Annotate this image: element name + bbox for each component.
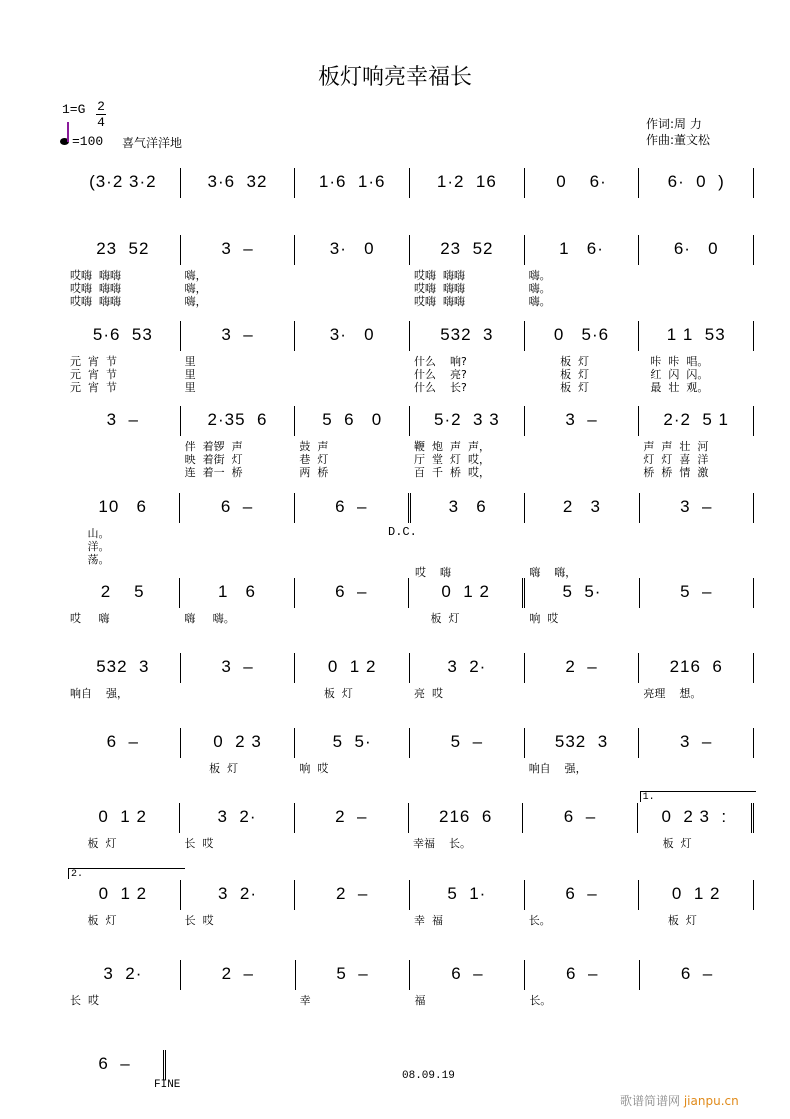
- notes: 6 –: [106, 732, 140, 751]
- lyric-line: 嗨，: [184, 269, 207, 282]
- lyric-line: 响自 强，: [70, 687, 128, 700]
- lyric-line: 响 哎: [529, 612, 559, 625]
- notes: 6 –: [98, 1054, 131, 1073]
- notes: 6 –: [335, 582, 368, 601]
- measure: [295, 803, 409, 833]
- measure: [295, 653, 410, 700]
- measure: [525, 880, 640, 927]
- notes: 3 –: [565, 410, 598, 429]
- lyric-line: 元 宵 节: [70, 355, 117, 368]
- notes: 6· 0: [673, 239, 719, 258]
- notes: 5 1·: [447, 884, 487, 903]
- lyric-line: 哎嗨 嗨嗨: [414, 269, 466, 282]
- measure: [639, 235, 754, 265]
- measure: [640, 578, 754, 608]
- notes: 2 3: [562, 497, 602, 516]
- notes: 6 –: [566, 964, 599, 983]
- measure: [181, 321, 296, 394]
- notes: 5 –: [450, 732, 484, 751]
- measure: [295, 493, 411, 523]
- lyric-line: 响自 强，: [528, 762, 587, 775]
- tempo-value: =100: [72, 134, 104, 149]
- lyric-line: 幸福 长。: [412, 837, 471, 850]
- notes: 1 1 53: [666, 325, 726, 344]
- measure: [66, 1050, 166, 1080]
- fine-marking: FINE: [154, 1079, 181, 1091]
- measure: [181, 880, 296, 927]
- notes: 216 6: [439, 807, 493, 826]
- lyric-line: 哎嗨 嗨嗨: [414, 282, 466, 295]
- score-row: [66, 406, 754, 479]
- notes: 3 2·: [447, 657, 487, 676]
- notes: 5 5·: [332, 732, 372, 751]
- measure: [181, 653, 296, 683]
- notes: 10 6: [98, 497, 147, 516]
- lyric-line: 什么 亮?: [414, 368, 467, 381]
- notes: 6· 0 ): [667, 172, 725, 191]
- lyric-line: 厅 堂 灯 哎，: [414, 453, 490, 466]
- notes: 2·2 5 1: [663, 410, 730, 429]
- lyric-line: 洋。: [70, 540, 110, 553]
- measure: [410, 960, 525, 1007]
- measure: [525, 653, 640, 683]
- lyric-line: 咔 咔 唱。: [643, 355, 709, 368]
- lyric-line: 哎嗨 嗨嗨: [70, 282, 121, 295]
- measure: [639, 880, 754, 927]
- measure: [181, 406, 296, 479]
- notes: 2·35 6: [207, 410, 268, 429]
- notes: 0 1 2: [327, 657, 377, 676]
- notes: 0 2 3: [213, 732, 262, 751]
- lyric-line: 板 灯: [528, 381, 590, 394]
- measure: [410, 880, 525, 927]
- measure: [410, 235, 525, 308]
- measure: [66, 321, 181, 394]
- lyricist: 作词:周 力: [646, 117, 702, 131]
- measure: [295, 880, 410, 910]
- notes: 0 6·: [556, 172, 607, 191]
- volta-bracket: 2.: [68, 868, 185, 879]
- measure: [181, 235, 296, 308]
- lyric-line: 响 哎: [299, 762, 329, 775]
- lyric-line: 里: [184, 381, 196, 394]
- lyric-line: 元 宵 节: [70, 381, 117, 394]
- lyric-line: 板 灯: [643, 914, 697, 927]
- notes: 2 –: [565, 657, 598, 676]
- notes: 6 –: [565, 884, 598, 903]
- lyric-line: 声 声 壮 河: [643, 440, 709, 453]
- measure: [525, 168, 640, 198]
- watermark: [620, 1092, 739, 1109]
- lyric-line: 长。: [528, 914, 551, 927]
- lyric-line: 映 着街 灯: [184, 453, 243, 466]
- lyric-line: 亮 哎: [414, 687, 444, 700]
- lyric-line: 鞭 炮 声 声，: [414, 440, 490, 453]
- score-row: [66, 960, 754, 1007]
- tempo-marking: [60, 134, 103, 149]
- lyric-line: 哎 嗨: [414, 566, 451, 579]
- notes: (3·2 3·2: [89, 172, 157, 191]
- notes: 3 2·: [217, 807, 257, 826]
- dc-marking: D.C.: [388, 525, 417, 539]
- score-row: [66, 168, 754, 198]
- notes: 0 1 2: [98, 807, 147, 826]
- lyric-line: 长 哎: [184, 914, 214, 927]
- notes: 2 –: [336, 884, 369, 903]
- key-signature: 1=G: [62, 102, 86, 117]
- lyric-line: 里: [184, 355, 196, 368]
- volta-bracket: 1.: [640, 791, 756, 802]
- notes: 5 –: [680, 582, 713, 601]
- expression-marking: 喜气洋洋地: [122, 136, 183, 150]
- score-row: [66, 578, 754, 625]
- lyric-line: 哎嗨 嗨嗨: [414, 295, 466, 308]
- measure: [295, 578, 409, 608]
- score-row: [66, 321, 754, 394]
- measure: [180, 493, 294, 523]
- lyric-line: 幸: [299, 994, 311, 1007]
- notes: 0 1 2: [671, 884, 721, 903]
- lyric-line: 嗨。: [528, 295, 551, 308]
- notes: 6 –: [451, 964, 484, 983]
- score-row: [66, 1050, 166, 1080]
- measure: [66, 168, 181, 198]
- notes: 1·2 16: [436, 172, 497, 191]
- notes: 3 –: [221, 325, 254, 344]
- lyric-line: 两 桥: [299, 466, 329, 479]
- lyric-line: 灯 灯 喜 洋: [643, 453, 709, 466]
- measure: [66, 803, 180, 850]
- measure: [640, 960, 754, 990]
- notes: 5 6 0: [322, 410, 383, 429]
- notes: 3 –: [680, 497, 713, 516]
- notes: 2 –: [221, 964, 254, 983]
- notes: 6 –: [563, 807, 597, 826]
- notes: 532 3: [96, 657, 150, 676]
- measure: [525, 728, 640, 775]
- notes: 6 –: [220, 497, 254, 516]
- time-signature: [96, 100, 106, 129]
- measure: [66, 653, 181, 700]
- notes: 0 1 2: [441, 582, 490, 601]
- lyric-line: 板 灯: [412, 612, 460, 625]
- lyric-line: 长 哎: [70, 994, 99, 1007]
- measure: [295, 235, 410, 265]
- notes: 5·6 53: [92, 325, 153, 344]
- measure: [66, 578, 180, 625]
- measure: [180, 803, 294, 850]
- notes: 0 1 2: [98, 884, 148, 903]
- notes: 1 6·: [559, 239, 604, 258]
- lyric-line: 桥 桥 情 激: [643, 466, 709, 479]
- score-row: [66, 653, 754, 700]
- notes: 3·6 32: [207, 172, 268, 191]
- credits: [646, 116, 710, 148]
- notes: 532 3: [440, 325, 494, 344]
- measure: [295, 168, 410, 198]
- measure: [66, 235, 181, 308]
- notes: 3 –: [221, 657, 254, 676]
- measure: [409, 803, 523, 850]
- notes: 3 2·: [103, 964, 143, 983]
- lyric-line: 最 壮 观。: [643, 381, 709, 394]
- lyric-line: 板 灯: [70, 837, 117, 850]
- measure: [410, 406, 525, 479]
- lyric-line: 什么 长?: [414, 381, 467, 394]
- measure: [409, 578, 525, 625]
- measure: [410, 168, 525, 198]
- measure: [639, 168, 754, 198]
- lyric-line: 板 灯: [641, 837, 692, 850]
- score-row: [66, 792, 754, 850]
- measure: [640, 493, 754, 523]
- measure: [525, 235, 640, 308]
- lyric-line: 哎嗨 嗨嗨: [70, 269, 121, 282]
- measure: [410, 321, 525, 394]
- lyric-line: 嗨 嗨，: [529, 566, 577, 579]
- measure: [525, 493, 639, 579]
- notes: 5·2 3 3: [434, 410, 500, 429]
- lyric-line: 哎 嗨: [70, 612, 110, 625]
- score-row: [66, 728, 754, 775]
- notes: 1 6: [217, 582, 257, 601]
- lyric-line: 哎嗨 嗨嗨: [70, 295, 121, 308]
- measure: [410, 653, 525, 700]
- measure: [410, 728, 525, 758]
- lyric-line: 嗨，: [184, 295, 207, 308]
- score-row: [66, 235, 754, 308]
- notes: 3 –: [106, 410, 140, 429]
- lyric-line: 元 宵 节: [70, 368, 117, 381]
- notes: 216 6: [669, 657, 723, 676]
- measure: [639, 653, 754, 700]
- score-row: [66, 869, 754, 927]
- measure: [525, 578, 639, 625]
- notes: 3· 0: [329, 239, 375, 258]
- time-signature-top: 2: [97, 99, 105, 114]
- lyric-line: 板 灯: [528, 368, 590, 381]
- measure: [181, 960, 296, 990]
- notes: 0 5·6: [553, 325, 610, 344]
- measure: [180, 578, 294, 625]
- lyric-line: 红 闪 闪。: [643, 368, 709, 381]
- measure: [66, 406, 181, 436]
- lyric-line: 板 灯: [184, 762, 239, 775]
- notes: 6 –: [680, 964, 714, 983]
- measure: [525, 321, 640, 394]
- measure: [296, 960, 411, 1007]
- measure: [523, 803, 637, 833]
- lyric-line: 鼓 声: [299, 440, 329, 453]
- date: 08.09.19: [402, 1070, 455, 1082]
- lyric-line: 伴 着锣 声: [184, 440, 243, 453]
- lyric-line: 嗨，: [184, 282, 207, 295]
- lyric-line: 荡。: [70, 553, 110, 566]
- notes: 23 52: [440, 239, 494, 258]
- lyric-line: 板 灯: [528, 355, 590, 368]
- measure: [66, 493, 180, 566]
- lyric-line: 板 灯: [70, 914, 117, 927]
- lyric-line: 嗨 嗨。: [184, 612, 235, 625]
- measure: [638, 792, 754, 850]
- lyric-line: 长 哎: [184, 837, 214, 850]
- notes: 1·6 1·6: [318, 172, 386, 191]
- lyric-line: 山。: [70, 527, 110, 540]
- lyric-line: 长。: [529, 994, 552, 1007]
- notes: 3· 0: [329, 325, 375, 344]
- notes: 5 5·: [562, 582, 602, 601]
- notes: 0 2 3 :: [661, 807, 728, 826]
- lyric-line: 巷 灯: [299, 453, 329, 466]
- time-signature-bottom: 4: [97, 115, 105, 130]
- measure: [525, 960, 640, 1007]
- measure: [181, 168, 296, 198]
- lyric-line: 嗨。: [528, 269, 551, 282]
- notes: 3 2·: [217, 884, 258, 903]
- composer: 作曲:董文松: [646, 133, 711, 147]
- measure: [639, 728, 754, 758]
- lyric-line: 亮理 想。: [643, 687, 702, 700]
- measure: [295, 728, 410, 775]
- lyric-line: 板 灯: [299, 687, 353, 700]
- measure: [295, 321, 410, 351]
- quarter-note-icon: [60, 138, 69, 145]
- notes: 5 –: [336, 964, 369, 983]
- notes: 532 3: [554, 732, 609, 751]
- measure: [639, 406, 754, 479]
- measure: [525, 406, 640, 436]
- measure: [411, 493, 525, 579]
- notes: 2 –: [335, 807, 368, 826]
- measure: [66, 960, 181, 1007]
- measure: [181, 728, 296, 775]
- measure: [639, 321, 754, 394]
- notes: 2 5: [100, 582, 145, 601]
- lyric-line: 福: [414, 994, 426, 1007]
- lyric-line: 连 着一 桥: [184, 466, 243, 479]
- lyric-line: 嗨。: [528, 282, 551, 295]
- lyric-line: 幸 福: [414, 914, 444, 927]
- measure: [295, 406, 410, 479]
- lyric-line: 里: [184, 368, 196, 381]
- watermark-cn: 歌谱简谱网: [620, 1094, 681, 1108]
- watermark-en: jianpu.cn: [683, 1094, 739, 1108]
- song-title: 板灯响亮幸福长: [317, 65, 472, 90]
- notes: 3 –: [680, 732, 713, 751]
- notes: 3 –: [221, 239, 254, 258]
- measure: [66, 728, 181, 758]
- lyric-line: 什么 响?: [414, 355, 467, 368]
- measure: [66, 869, 181, 927]
- notes: 23 52: [96, 239, 150, 258]
- notes: 3 6: [448, 497, 487, 516]
- notes: 6 –: [335, 497, 368, 516]
- lyric-line: 百 千 桥 哎，: [414, 466, 490, 479]
